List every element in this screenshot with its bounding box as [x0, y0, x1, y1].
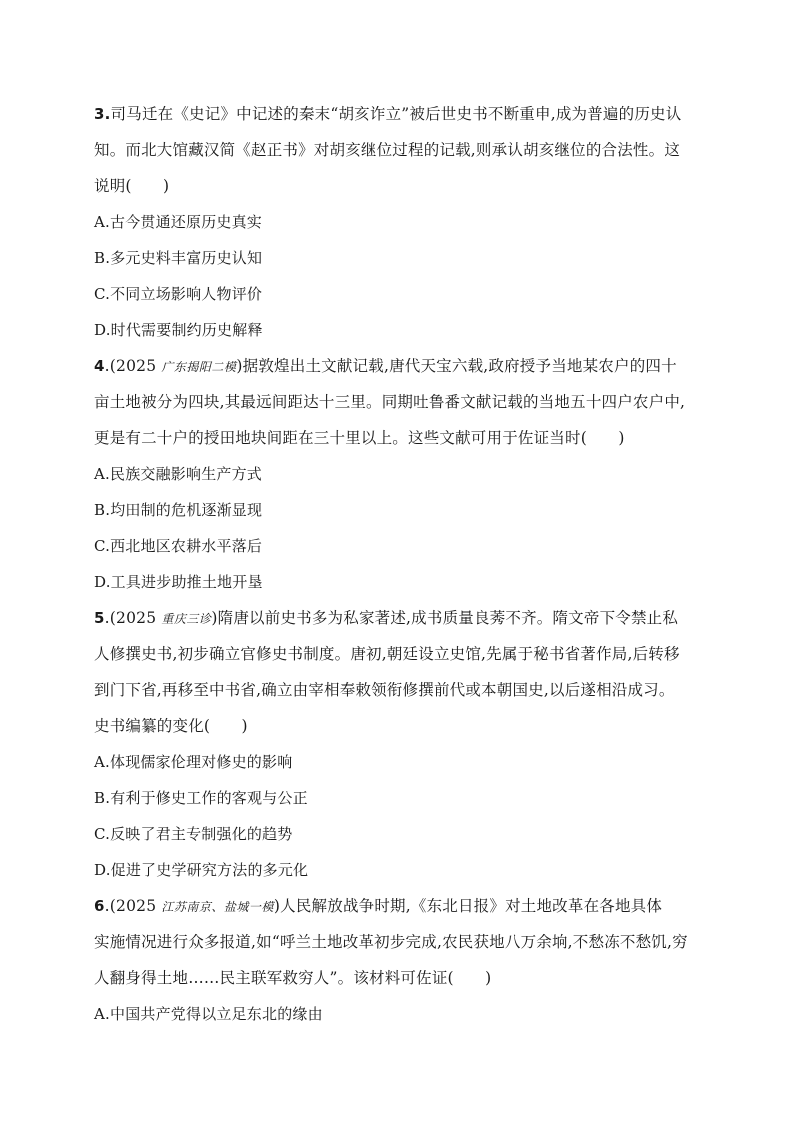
question-4-option-d: D.工具进步助推土地开垦 [94, 573, 263, 591]
question-number: 6 [94, 897, 105, 915]
question-3-option-b: B.多元史料丰富历史认知 [94, 249, 263, 267]
question-text: )人民解放战争时期,《东北日报》对土地改革在各地具体 [273, 897, 663, 915]
question-5-option-a: A.体现儒家伦理对修史的影响 [94, 753, 293, 771]
question-5-line-4: 史书编纂的变化( ) [94, 717, 248, 735]
question-text: 司马迁在《史记》中记述的秦末“胡亥诈立”被后世史书不断重申,成为普遍的历史认 [110, 105, 682, 123]
question-3-option-a: A.古今贯通还原历史真实 [94, 213, 263, 231]
question-source: 广东揭阳二模 [161, 360, 237, 374]
question-3-option-d: D.时代需要制约历史解释 [94, 321, 263, 339]
question-source: 重庆三诊 [161, 612, 212, 626]
question-5-option-c: C.反映了君主专制强化的趋势 [94, 825, 293, 843]
question-prefix: .(2025 [104, 897, 162, 915]
question-4-line-2: 亩土地被分为四块,其最远间距达十三里。同期吐鲁番文献记载的当地五十四户农户中, [94, 393, 686, 411]
question-5-line-3: 到门下省,再移至中书省,确立由宰相奉敕领衔修撰前代或本朝国史,以后遂相沿成习。 [94, 681, 675, 699]
question-text: )隋唐以前史书多为私家著述,成书质量良莠不齐。隋文帝下令禁止私 [211, 609, 679, 627]
question-6-line-3: 人翻身得土地……民主联军救穷人”。该材料可佐证( ) [94, 969, 492, 987]
question-4-option-c: C.西北地区农耕水平落后 [94, 537, 263, 555]
question-4-line-3: 更是有二十户的授田地块间距在三十里以上。这些文献可用于佐证当时( ) [94, 429, 625, 447]
question-4-option-b: B.均田制的危机逐渐显现 [94, 501, 263, 519]
question-3-line-2: 知。而北大馆藏汉简《赵正书》对胡亥继位过程的记载,则承认胡亥继位的合法性。这 [94, 141, 681, 159]
question-6-line-1 [94, 896, 662, 917]
question-prefix: .(2025 [104, 609, 162, 627]
question-5-option-b: B.有利于修史工作的客观与公正 [94, 789, 308, 807]
question-number: 3 [94, 105, 105, 123]
question-6-line-2: 实施情况进行众多报道,如“呼兰土地改革初步完成,农民获地八万余垧,不愁冻不愁饥,穷 [94, 933, 688, 951]
question-4-line-1 [94, 356, 677, 377]
question-prefix: .(2025 [104, 357, 162, 375]
question-3-option-c: C.不同立场影响人物评价 [94, 285, 263, 303]
question-text: )据敦煌出土文献记载,唐代天宝六载,政府授予当地某农户的四十 [236, 357, 677, 375]
question-number: 4 [94, 357, 105, 375]
question-5-option-d: D.促进了史学研究方法的多元化 [94, 861, 309, 879]
question-4-option-a: A.民族交融影响生产方式 [94, 465, 263, 483]
question-6-option-a: A.中国共产党得以立足东北的缘由 [94, 1005, 323, 1023]
question-3-line-1: 3.司马迁在《史记》中记述的秦末“胡亥诈立”被后世史书不断重申,成为普遍的历史认 [94, 105, 682, 123]
question-3-line-3: 说明( ) [94, 177, 170, 195]
question-number: 5 [94, 609, 105, 627]
question-5-line-1 [94, 608, 678, 629]
question-source: 江苏南京、盐城一模 [161, 900, 274, 914]
question-5-line-2: 人修撰史书,初步确立官修史书制度。唐初,朝廷设立史馆,先属于秘书省著作局,后转移 [94, 645, 680, 663]
